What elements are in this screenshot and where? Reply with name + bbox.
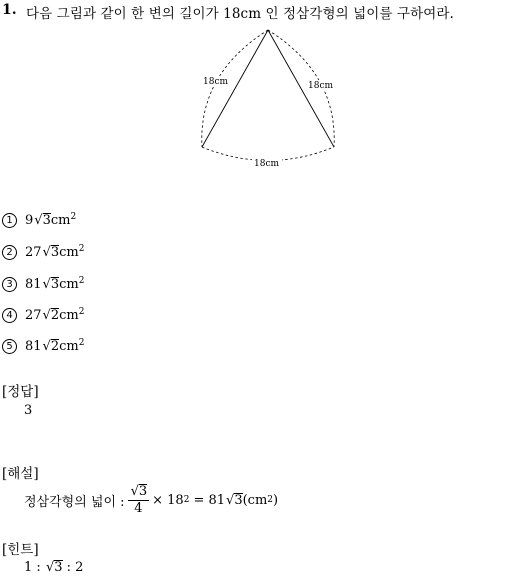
choice-coef: 81 (25, 277, 42, 292)
choice-unit: cm (59, 308, 79, 323)
fraction-numerator (128, 484, 150, 501)
solution-prefix: 정삼각형의 넓이 : (24, 494, 125, 510)
choice-marker: 4 (2, 308, 17, 323)
radicand: 3 (234, 492, 243, 508)
choice-exponent: 2 (78, 244, 85, 254)
choice-exponent: 2 (78, 276, 85, 286)
radical: √3 (42, 277, 60, 292)
choice-1[interactable] (2, 212, 76, 228)
choice-marker: 5 (2, 339, 17, 354)
label-right: 18cm (308, 81, 334, 91)
radicand: 3 (50, 277, 60, 292)
radical: √3 (34, 213, 51, 228)
choice-2[interactable] (2, 244, 84, 260)
solution-unit-close: ) (273, 492, 279, 508)
question-number: 1. (2, 2, 17, 18)
hint-heading: [힌트] (2, 542, 39, 558)
choice-exponent: 2 (78, 307, 85, 317)
choice-coef: 27 (25, 245, 42, 260)
choice-expression (25, 338, 84, 354)
choice-expression (25, 244, 84, 260)
choice-expression (25, 307, 84, 323)
solution-heading: [해설] (2, 466, 39, 482)
solution-times-exponent: 2 (183, 495, 190, 505)
radical: √3 (130, 484, 148, 499)
hint-ratio (24, 560, 83, 575)
solution-times: × 18 (152, 492, 184, 508)
choice-marker: 3 (2, 277, 17, 292)
radicand: 2 (50, 339, 60, 354)
radical: √3 (42, 245, 60, 260)
hint-right: : 2 (66, 560, 84, 575)
answer-value: 3 (24, 403, 33, 418)
choice-4[interactable] (2, 307, 84, 323)
radical: √3 (45, 560, 63, 575)
choice-expression (25, 212, 76, 228)
side-left (202, 30, 268, 147)
choice-3[interactable] (2, 276, 84, 292)
choice-exponent: 2 (78, 338, 85, 348)
choice-marker: 1 (2, 213, 17, 228)
label-left: 18cm (203, 77, 229, 87)
radicand: 3 (138, 484, 148, 499)
radicand: 2 (50, 308, 60, 323)
fraction (128, 484, 150, 516)
radical: √2 (42, 308, 60, 323)
choice-exponent: 2 (70, 212, 77, 222)
radicand: 3 (50, 245, 60, 260)
label-bottom: 18cm (254, 159, 280, 169)
choice-marker: 2 (2, 245, 17, 260)
choice-coef: 9 (25, 213, 34, 228)
radical: √3 (226, 492, 243, 508)
radical: √2 (42, 339, 60, 354)
question-text: 다음 그림과 같이 한 변의 길이가 18cm 인 정삼각형의 넓이를 구하여라. (26, 6, 454, 22)
solution-unit-exponent: 2 (267, 495, 274, 505)
solution-unit: (cm (242, 492, 268, 508)
solution-equals: = 81 (193, 492, 226, 508)
choice-unit: cm (50, 213, 71, 228)
hint-left: 1 : (24, 560, 41, 575)
answer-heading: [정답] (2, 384, 39, 400)
solution-formula (24, 484, 278, 516)
choice-expression (25, 276, 84, 292)
triangle-figure (190, 24, 340, 169)
choice-coef: 27 (25, 308, 42, 323)
choice-coef: 81 (25, 339, 42, 354)
choice-unit: cm (59, 339, 79, 354)
choice-unit: cm (59, 245, 79, 260)
choice-unit: cm (59, 277, 79, 292)
radicand: 3 (54, 560, 63, 575)
choice-5[interactable] (2, 338, 84, 354)
fraction-denominator: 4 (134, 501, 143, 516)
radicand: 3 (42, 213, 51, 228)
